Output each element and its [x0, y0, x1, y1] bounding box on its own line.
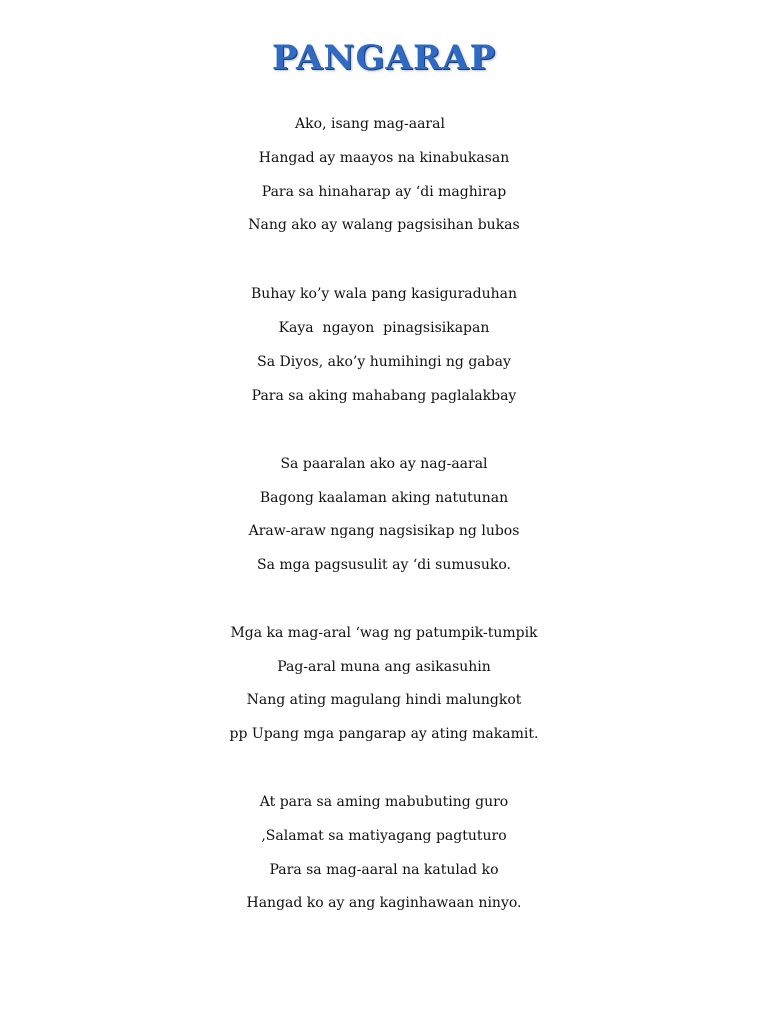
poem-line: ,Salamat sa matiyagang pagtuturo: [261, 828, 507, 844]
poem-line: Buhay ko’y wala pang kasiguraduhan: [251, 286, 517, 302]
poem-line: Sa mga pagsusulit ay ‘di sumusuko.: [257, 557, 511, 573]
poem-line: Hangad ko ay ang kaginhawaan ninyo.: [246, 895, 522, 911]
poem-line: Araw-araw ngang nagsisikap ng lubos: [248, 523, 520, 539]
poem-line: Sa Diyos, ako’y humihingi ng gabay: [257, 354, 511, 370]
poem-line: Kaya ngayon pinagsisikapan: [278, 320, 490, 336]
poem-line: Pag-aral muna ang asikasuhin: [277, 659, 491, 675]
poem-line: Ako, isang mag-aaral: [295, 116, 445, 132]
poem-line: Mga ka mag-aral ‘wag ng patumpik-tumpik: [230, 625, 538, 641]
poem-title: PANGARAP: [271, 38, 497, 78]
poem-line: Bagong kaalaman aking natutunan: [259, 490, 509, 506]
poem-line: Nang ating magulang hindi malungkot: [246, 692, 522, 708]
poem-line: Sa paaralan ako ay nag-aaral: [280, 456, 488, 472]
poem-line: Para sa mag-aaral na katulad ko: [269, 862, 499, 878]
poem-line: Nang ako ay walang pagsisihan bukas: [248, 217, 520, 233]
poem-line: Para sa hinaharap ay ‘di maghirap: [261, 184, 507, 200]
poem-line: At para sa aming mabubuting guro: [259, 794, 509, 810]
poem-line: pp Upang mga pangarap ay ating makamit.: [229, 726, 539, 742]
poem-line: Hangad ay maayos na kinabukasan: [258, 150, 510, 166]
poem-line: Para sa aking mahabang paglalakbay: [251, 388, 517, 404]
